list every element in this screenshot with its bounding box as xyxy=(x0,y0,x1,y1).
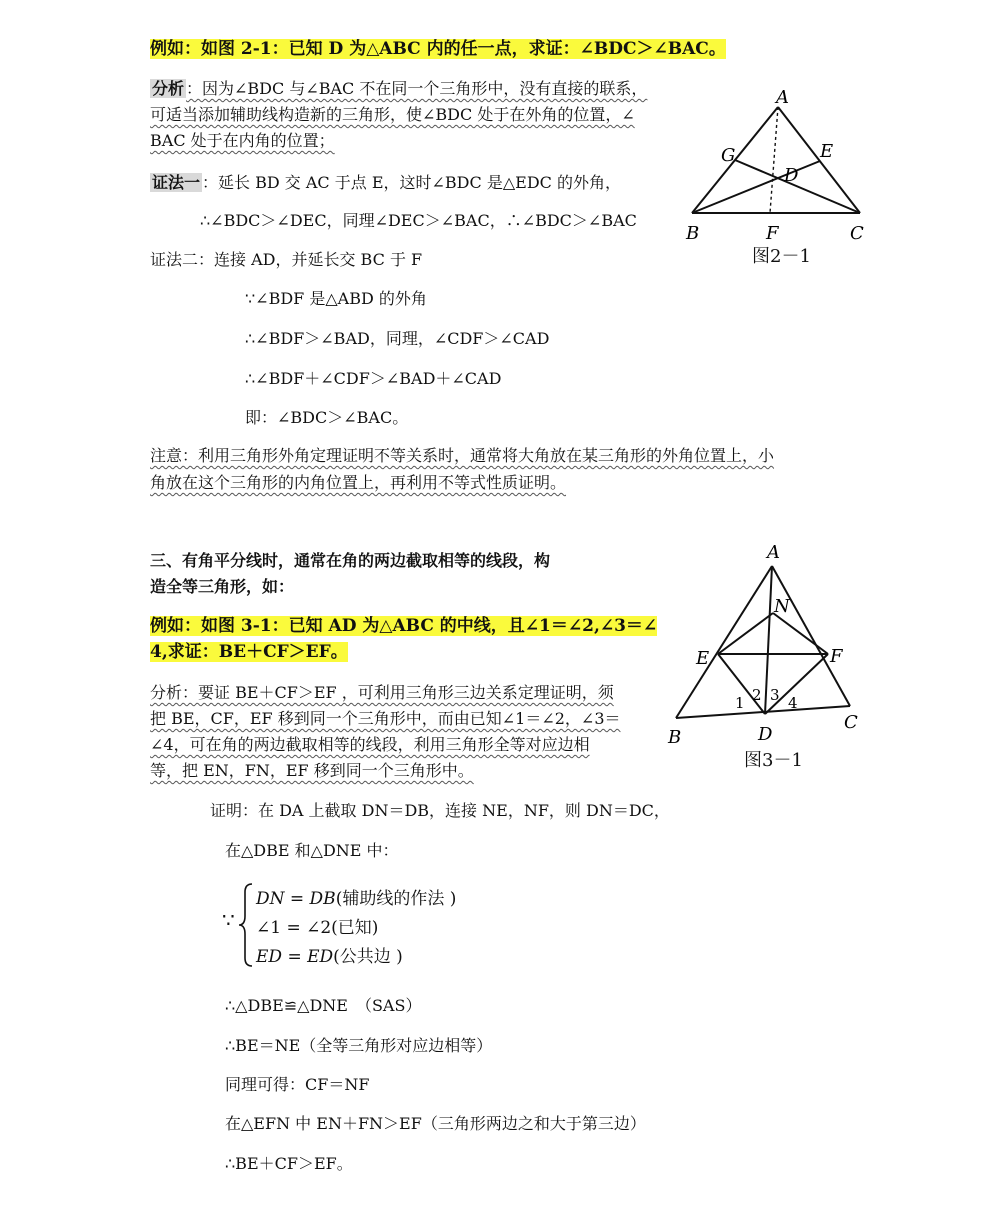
method2-step-3: ∴∠BDF＋∠CDF＞∠BAD＋∠CAD xyxy=(245,369,502,388)
figure-3-1 xyxy=(660,538,880,748)
system-row-3-note: (公共边 ) xyxy=(333,947,403,967)
label-b: B xyxy=(686,223,700,244)
section3-heading-2: 造全等三角形，如： xyxy=(150,577,295,596)
label-d: D xyxy=(758,724,773,745)
method1-text: ：延长 BD 交 AC 于点 E，这时∠BDC 是△EDC 的外角， xyxy=(202,173,621,192)
label-b: B xyxy=(668,727,682,748)
method2-step-1: ∵∠BDF 是△ABD 的外角 xyxy=(245,289,427,308)
label-c: C xyxy=(850,223,864,244)
system-row-1 xyxy=(256,884,456,909)
system-row-3-eq: ED = ED xyxy=(256,947,334,967)
label-n: N xyxy=(774,596,790,617)
analysis-line-1 xyxy=(150,78,647,100)
because-symbol: ∵ xyxy=(222,908,235,932)
label-e: E xyxy=(820,141,834,162)
label-e: E xyxy=(696,648,710,669)
method1-conclusion: ∴∠BDC＞∠DEC，同理∠DEC＞∠BAC，∴∠BDC＞∠BAC xyxy=(200,211,637,230)
method2-step-4: 即：∠BDC＞∠BAC。 xyxy=(245,408,409,427)
example-2-1-text: 例如：如图 2-1：已知 D 为△ABC 内的任一点，求证：∠BDC＞∠BAC。 xyxy=(150,39,726,59)
side-ac xyxy=(778,107,860,213)
system-row-2-note: (已知) xyxy=(331,918,379,938)
segment-af-dashed xyxy=(770,107,778,213)
label-f: F xyxy=(830,646,843,667)
label-c: C xyxy=(844,712,858,733)
system-row-3 xyxy=(256,942,403,967)
left-brace xyxy=(238,882,254,968)
example-3-1-line-1 xyxy=(150,615,657,637)
label-f: F xyxy=(766,223,779,244)
label-angle-3: 3 xyxy=(770,686,780,704)
example-3-1-text-1: 例如：如图 3-1：已知 AD 为△ABC 的中线，且∠1＝∠2,∠3＝∠ xyxy=(150,616,658,636)
analysis3-line-3: ∠4，可在角的两边截取相等的线段，利用三角形全等对应边相 xyxy=(150,735,590,754)
proof-step-1: ∴△DBE≌△DNE （SAS） xyxy=(225,996,422,1015)
side-ac xyxy=(772,566,850,706)
proof-step-5: ∴BE＋CF＞EF。 xyxy=(225,1154,353,1173)
example-2-1 xyxy=(150,38,726,60)
system-row-2-eq: ∠1 = ∠2 xyxy=(256,918,332,938)
section3-heading-1: 三、有角平分线时，通常在角的两边截取相等的线段，构 xyxy=(150,551,551,570)
in-triangles: 在△DBE 和△DNE 中： xyxy=(225,841,399,860)
proof-intro: 证明：在 DA 上截取 DN＝DB，连接 NE，NF，则 DN＝DC， xyxy=(210,801,670,820)
figure-3-1-caption: 图3－1 xyxy=(744,750,803,771)
label-a: A xyxy=(767,542,780,563)
proof-step-3: 同理可得：CF＝NF xyxy=(225,1075,370,1094)
method1-line xyxy=(150,172,621,194)
figure-2-1-caption: 图2－1 xyxy=(752,246,811,267)
label-angle-2: 2 xyxy=(752,686,762,704)
figure-2-1 xyxy=(680,85,880,245)
proof-step-2: ∴BE＝NE（全等三角形对应边相等） xyxy=(225,1036,493,1055)
segment-en xyxy=(718,613,773,654)
method2-title: 证法二：连接 AD，并延长交 BC 于 F xyxy=(150,250,423,269)
analysis-line-2: 可适当添加辅助线构造新的三角形，使∠BDC 处于在外角的位置，∠ xyxy=(150,105,635,124)
label-angle-4: 4 xyxy=(788,694,798,712)
system-row-1-note: (辅助线的作法 ) xyxy=(335,889,457,909)
note-line-1: 注意：利用三角形外角定理证明不等关系时，通常将大角放在某三角形的外角位置上，小 xyxy=(150,446,775,465)
method2-step-2: ∴∠BDF＞∠BAD，同理，∠CDF＞∠CAD xyxy=(245,329,550,348)
system-row-1-eq: DN = DB xyxy=(256,889,336,909)
label-g: G xyxy=(721,145,736,166)
analysis-tag: 分析 xyxy=(152,79,185,98)
label-a: A xyxy=(776,87,789,108)
method1-tag: 证法一 xyxy=(152,173,201,192)
example-3-1-text-2: 4,求证：BE＋CF＞EF。 xyxy=(150,642,348,662)
analysis-line-3: BAC 处于在内角的位置； xyxy=(150,131,335,150)
analysis-text-1: ：因为∠BDC 与∠BAC 不在同一个三角形中，没有直接的联系， xyxy=(186,79,648,98)
label-d: D xyxy=(784,165,799,186)
analysis3-line-1: 分析：要证 BE＋CF＞EF ，可利用三角形三边关系定理证明，须 xyxy=(150,683,614,702)
analysis3-line-2: 把 BE，CF，EF 移到同一个三角形中，而由已知∠1＝∠2，∠3＝ xyxy=(150,709,621,728)
example-3-1-line-2 xyxy=(150,641,348,663)
proof-step-4: 在△EFN 中 EN＋FN＞EF（三角形两边之和大于第三边） xyxy=(225,1114,646,1133)
system-row-2 xyxy=(256,913,378,938)
note-line-2: 角放在这个三角形的内角位置上，再利用不等式性质证明。 xyxy=(150,473,567,492)
label-angle-1: 1 xyxy=(735,694,745,712)
analysis3-line-4: 等，把 EN，FN，EF 移到同一个三角形中。 xyxy=(150,761,474,780)
